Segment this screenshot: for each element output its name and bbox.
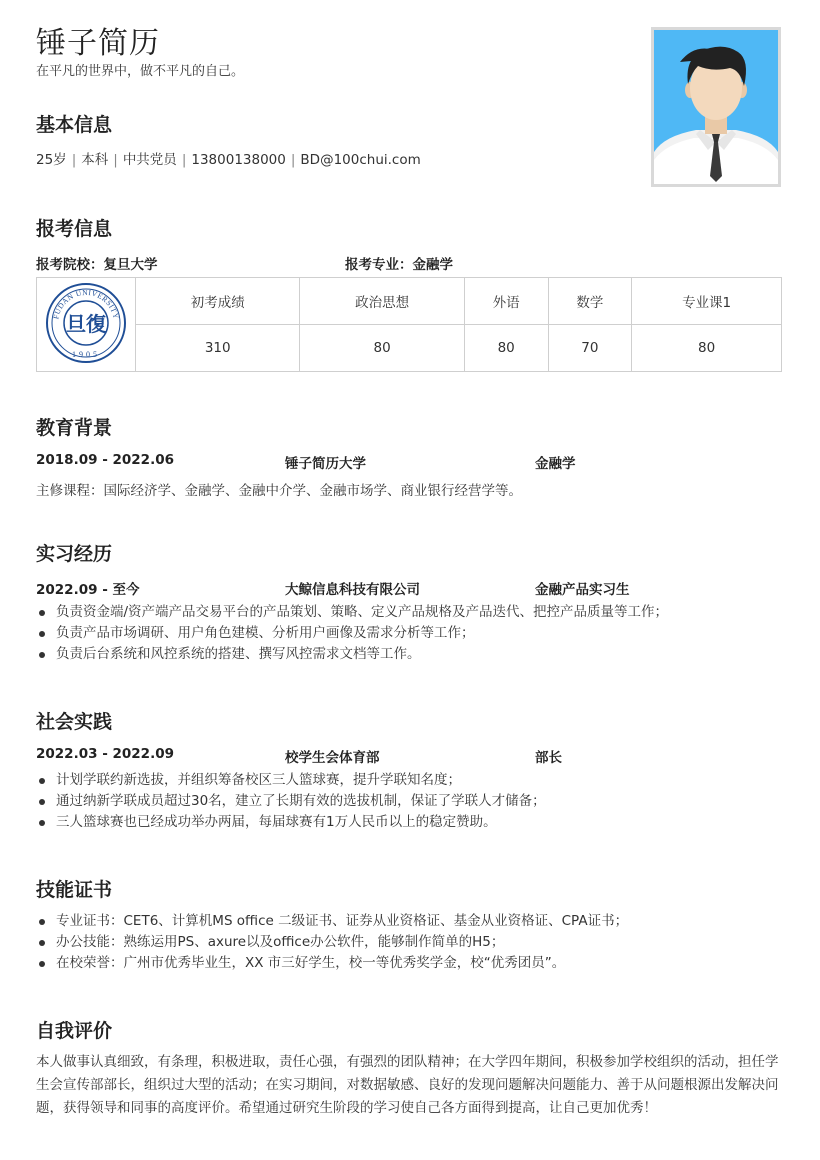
score-value-cell: 80 — [632, 325, 782, 372]
score-value-cell: 80 — [464, 325, 548, 372]
score-header-cell: 外语 — [464, 278, 548, 325]
section-title-education: 教育背景 — [36, 417, 113, 439]
score-header-row — [37, 278, 782, 325]
social-role: 部长 — [535, 750, 562, 766]
section-title-internship: 实习经历 — [36, 543, 113, 565]
logo-center-text: 旦復 — [66, 311, 106, 336]
list-item: 办公技能：熟练运用PS、axure以及office办公软件，能够制作简单的H5； — [36, 932, 628, 953]
list-item: 三人篮球赛也已经成功举办两届，每届球赛有1万人民币以上的稳定赞助。 — [36, 812, 546, 833]
basic-info-email: BD@100chui.com — [300, 152, 421, 168]
score-header-cell: 数学 — [548, 278, 632, 325]
internship-bullets — [36, 602, 668, 665]
score-table — [36, 277, 782, 372]
exam-major: 报考专业：金融学 — [345, 257, 453, 273]
section-title-self-eval: 自我评价 — [36, 1020, 113, 1042]
basic-info-age: 25岁 — [36, 152, 67, 168]
internship-role: 金融产品实习生 — [535, 582, 630, 598]
education-school: 锤子简历大学 — [285, 456, 366, 472]
score-value-cell: 70 — [548, 325, 632, 372]
basic-info-degree: 本科 — [81, 152, 109, 168]
education-major: 金融学 — [535, 456, 576, 472]
section-title-social: 社会实践 — [36, 711, 113, 733]
score-value-cell: 310 — [136, 325, 300, 372]
score-header-cell: 初考成绩 — [136, 278, 300, 325]
basic-info-party: 中共党员 — [122, 152, 177, 168]
list-item: 在校荣誉：广州市优秀毕业生，XX 市三好学生，校一等优秀奖学金，校“优秀团员”。 — [36, 953, 628, 974]
basic-info-line: 25岁 | 本科 | 中共党员 | 13800138000 | BD@100chui.com — [36, 152, 421, 168]
logo-year: 1905 — [72, 349, 100, 359]
social-bullets — [36, 770, 546, 833]
self-eval-text: 本人做事认真细致，有条理，积极进取，责任心强，有强烈的团队精神；在大学四年期间，积极参加学校组织的活动，担任学生会宣传部部长，组织过大型的活动；在实习期间，对数据敏感、良好的发现问题解决问题能力、善于从问题根源出发解决问题，获得领导和同事的高度评价。希望通过研究生阶段的学习使自己各方面得到提高，让自己更加优秀！ — [36, 1054, 779, 1116]
list-item: 通过纳新学联成员超过30名，建立了长期有效的选拔机制，保证了学联人才储备； — [36, 791, 546, 812]
list-item: 专业证书：CET6、计算机MS office 二级证书、证券从业资格证、基金从业资格证、CPA证书； — [36, 911, 628, 932]
list-item: 负责产品市场调研、用户角色建模、分析用户画像及需求分析等工作； — [36, 623, 668, 644]
basic-info-phone: 13800138000 — [191, 152, 286, 168]
resume-name: 锤子简历 — [36, 26, 160, 61]
fudan-university-logo — [44, 281, 128, 365]
section-title-basic-info: 基本信息 — [36, 114, 113, 136]
skills-bullets — [36, 911, 628, 974]
list-item: 负责资金端/资产端产品交易平台的产品策划、策略、定义产品规格及产品迭代、把控产品质量等工作； — [36, 602, 668, 623]
education-courses: 主修课程：国际经济学、金融学、金融中介学、金融市场学、商业银行经营学等。 — [36, 483, 522, 499]
avatar-illustration — [654, 30, 778, 184]
social-org: 校学生会体育部 — [285, 750, 380, 766]
internship-period: 2022.09 - 至今 — [36, 582, 140, 598]
section-title-skills: 技能证书 — [36, 879, 113, 901]
exam-school: 报考院校：复旦大学 — [36, 257, 158, 273]
score-value-row — [37, 325, 782, 372]
section-title-exam-info: 报考信息 — [36, 218, 113, 240]
education-period: 2018.09 - 2022.06 — [36, 452, 174, 468]
score-header-cell: 政治思想 — [300, 278, 464, 325]
list-item: 计划学联约新选拔，并组织筹备校区三人篮球赛，提升学联知名度； — [36, 770, 546, 791]
social-period: 2022.03 - 2022.09 — [36, 746, 174, 762]
score-value-cell: 80 — [300, 325, 464, 372]
list-item: 负责后台系统和风控系统的搭建、撰写风控需求文档等工作。 — [36, 644, 668, 665]
profile-photo — [651, 27, 781, 187]
score-header-cell: 专业课1 — [632, 278, 782, 325]
logo-arc-text: FUDAN UNIVERSITY — [51, 287, 121, 320]
internship-company: 大鲸信息科技有限公司 — [285, 582, 420, 598]
resume-motto: 在平凡的世界中，做不平凡的自己。 — [36, 64, 245, 79]
university-logo-cell — [37, 278, 136, 372]
